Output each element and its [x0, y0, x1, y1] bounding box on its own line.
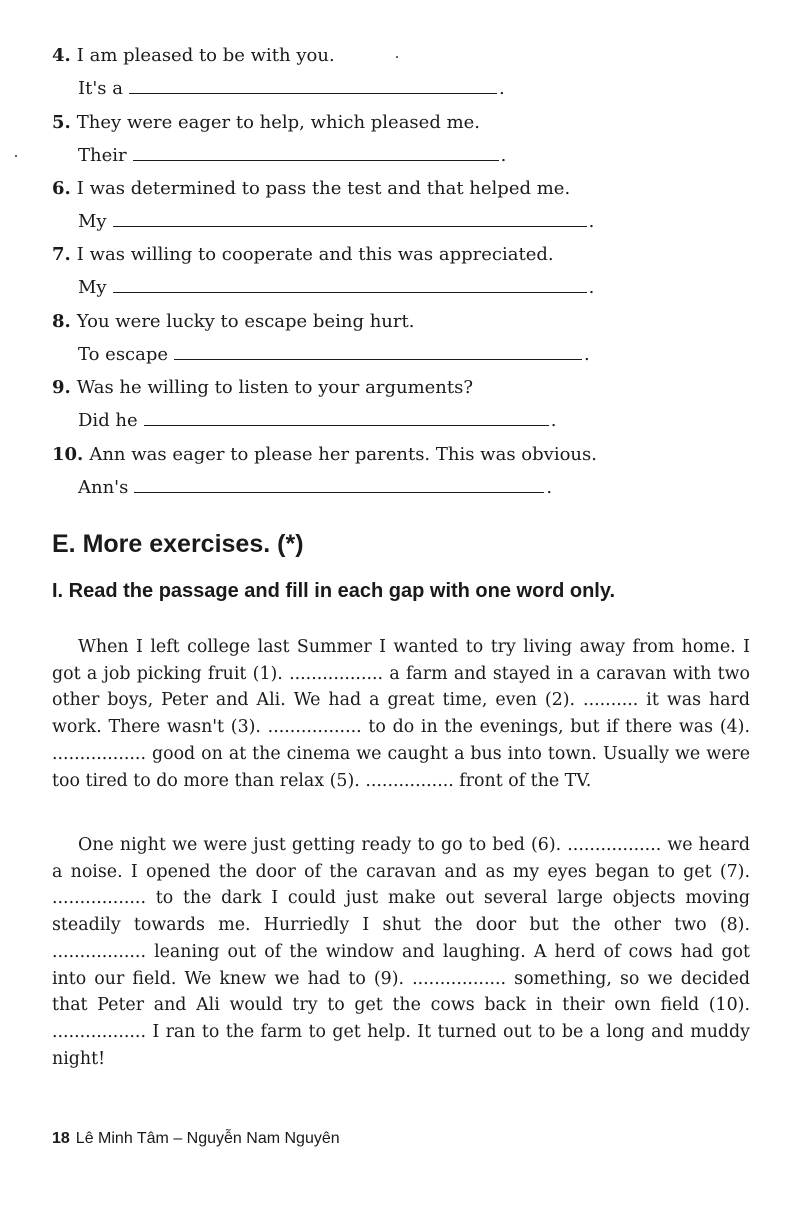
answer-blank-line[interactable] — [144, 411, 549, 426]
answer-blank-line[interactable] — [113, 278, 587, 293]
exercise-5-sentence: 5. They were eager to help, which pleased me. — [52, 112, 481, 133]
scan-speck — [396, 56, 398, 58]
exercise-number: 7. — [52, 244, 71, 265]
exercise-number: 4. — [52, 45, 71, 66]
exercise-number: 6. — [52, 178, 71, 199]
page-footer — [52, 1130, 340, 1148]
section-heading: E. More exercises. (*) — [52, 530, 304, 558]
exercise-6-answer: My . — [78, 211, 595, 232]
answer-prompt: My — [78, 211, 107, 232]
exercise-6-sentence: 6. I was determined to pass the test and that helped me. — [52, 178, 571, 199]
answer-prompt: It's a — [78, 78, 123, 99]
answer-blank-line[interactable] — [174, 345, 582, 360]
exercise-10-sentence: 10. Ann was eager to please her parents. This was obvious. — [52, 444, 597, 465]
scan-speck — [15, 155, 17, 157]
exercise-7-sentence: 7. I was willing to cooperate and this was appreciated. — [52, 244, 554, 265]
exercise-4-sentence: 4. I am pleased to be with you. — [52, 45, 335, 66]
passage-paragraph-2: One night we were just getting ready to go to bed (6). ................. we heard a noise. I opened the door of the caravan and as my eyes began to get (7). ................. to the dark I could just make out several large objects moving steadily towards me. Hurriedly I shut the door but the other two (8). ................. leaning out of the window and laughing. A herd of cows had got into our field. We knew we had to (9). ................. something, so we decided that Peter and Ali would try to get the cows back in their own field (10). ................. I ran to the farm to get help. It turned out to be a long and muddy night! — [52, 835, 750, 1069]
answer-blank-line[interactable] — [129, 79, 497, 94]
exercise-5-answer: Their . — [78, 145, 507, 166]
answer-prompt: My — [78, 277, 107, 298]
task-instruction: I. Read the passage and fill in each gap with one word only. — [52, 580, 616, 602]
exercise-number: 8. — [52, 311, 71, 332]
exercise-8-sentence: 8. You were lucky to escape being hurt. — [52, 311, 415, 332]
exercise-9-sentence: 9. Was he willing to listen to your arguments? — [52, 377, 474, 398]
exercise-number: 5. — [52, 112, 71, 133]
answer-blank-line[interactable] — [133, 146, 499, 161]
exercise-number: 10. — [52, 444, 84, 465]
exercise-number: 9. — [52, 377, 71, 398]
exercise-8-answer: To escape . — [78, 344, 590, 365]
answer-prompt: To escape — [78, 344, 169, 365]
answer-prompt: Did he — [78, 410, 138, 431]
passage-paragraph-1: When I left college last Summer I wanted to try living away from home. I got a job picking fruit (1). ................. a farm and stayed in a caravan with two other boys, Peter and Ali. We had a great time, even (2). .......... it was hard work. There wasn't (3). ................. to do in the evenings, but if there was (4). ................. good on at the cinema we caught a bus into town. Usually we were too tired to do more than relax (5). ................ front of the TV. — [52, 637, 750, 791]
exercise-9-answer: Did he . — [78, 410, 557, 431]
exercise-10-answer: Ann's . — [78, 477, 553, 498]
answer-blank-line[interactable] — [113, 212, 587, 227]
page-number: 18 — [52, 1130, 70, 1147]
answer-prompt: Ann's — [78, 477, 129, 498]
footer-authors: Lê Minh Tâm – Nguyễn Nam Nguyên — [75, 1130, 340, 1147]
answer-prompt: Their — [78, 145, 127, 166]
exercise-7-answer: My . — [78, 277, 595, 298]
answer-blank-line[interactable] — [134, 478, 544, 493]
exercise-4-answer: It's a . — [78, 78, 505, 99]
